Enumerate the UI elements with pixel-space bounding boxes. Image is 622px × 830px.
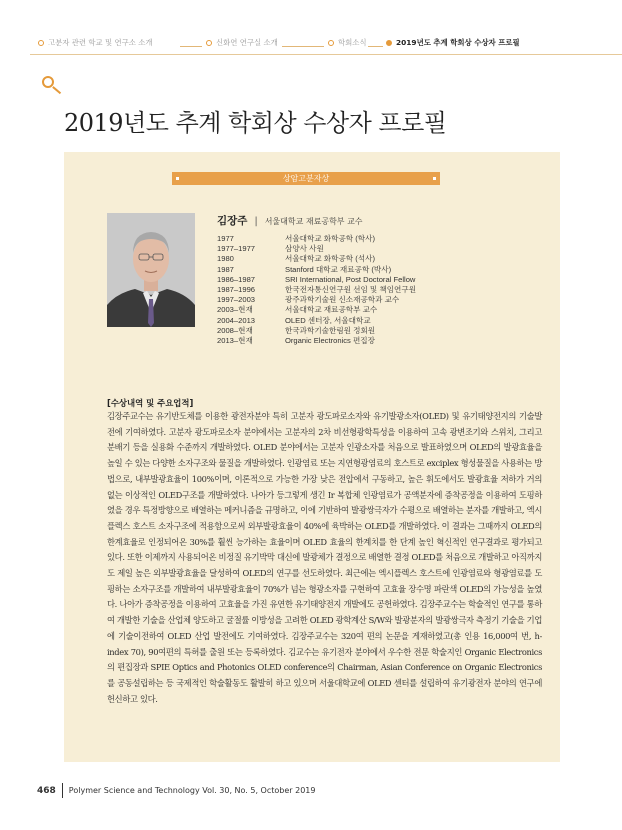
- career-desc: 서울대학교 화학공학 (학사): [285, 234, 375, 243]
- career-desc: Stanford 대학교 재료공학 (박사): [285, 264, 392, 274]
- nav-dot-icon: [386, 40, 392, 46]
- name-separator: |: [254, 216, 258, 227]
- profile-name: 김장주: [217, 215, 248, 227]
- career-row: [217, 326, 416, 336]
- bullet-square-icon: [433, 177, 436, 180]
- nav-separator: [282, 46, 324, 47]
- career-desc: SRI International, Post Doctoral Fellow: [285, 274, 416, 284]
- career-desc: 광주과학기술원 신소재공학과 교수: [285, 295, 400, 305]
- career-year: 2004–2013: [217, 315, 256, 325]
- achievements-body: 김장주교수는 유기반도체를 이용한 광전자분야 특히 고분자 광도파로소자와 유기발광소자(OLED) 및 유기태양전지의 기술발전에 기여하였다. 고분자 광도파로소자 분야에서는 고분자의 2차 비선형광학특성을 이용하여 고속 광변조기와 스위치, 그리고 분배기 등을 실용화 수준까지 개발하였다. OLED 분야에서는 고분자 인광소자를 처음으로 발표하였으며 OLED의 발광효율을 높일 수 있는 다양한 소자구조와 물질을 개발하였다. 인광염료 또는 지연형광염료의 호스트로 exciplex 형성물질을 사용하는 방법으로, 내부발광효율이 100%이며, 이론적으로 가능한 가장 낮은 전압에서 구동하고, 높은 휘도에서도 발광효율 저하가 거의 없는 이상적인 OLED구조를 개발하였다. 나아가 등그렇게 생긴 Ir 복합체 인광염료가 공액분자에 증착공정을 이용하여 도핑하였을 경우 특정방향으로 배열하는 메커니즘을 규명하고, 이에 기반하여 발광쌍극자가 수평으로 배열하는 분자를 개발하고, 엑시플렉스 호스트 소자구조에 적용함으로써 외부발광효율이 40%에 육박하는 OLED를 개발하였다. 이 결과는 그때까지 OLED의 한계효율로 인정되어온 30%를 훨씬 능가하는 효율이며 OLED 효율의 한계치를 한 단계 높인 혁신적인 연구결과로 평가되고 있다. 또한 이제까지 사용되어온 비정질 유기박막 대신에 발광체가 결정으로 배열한 결정 OLED를 처음으로 개발하고 아직까지도 제일 높은 외부발광효율을 달성하여 OLED의 연구를 선도하였다. 최근에는 엑시플렉스 호스트에 인광염료와 형광염료를 도핑하는 소자구조를 개발하여 내부발광효율이 70%가 넘는 형광소자를 구현하여 고효율 장수명 파란색 OLED의 가능성을 높였다. 나아가 증착공정을 이용하여 고효율을 가진 유연한 유기태양전지 개발에도 공헌하였다. 김장주교수는 학술적인 연구를 통하여 개발한 기술을 산업체 양도하고 굴절률 이방성을 고려한 OLED 광학계산 S/W와 발광분자의 발광쌍극자 측정기 기술을 기업에 기술이전하여 OLED 산업 발전에도 기여하였다. 김장주교수는 320여 편의 논문을 게재하였고(총 인용 16,000여 번, h-index 70), 90여편의 특허를 출원 또는 등록하였다. 김교수는 유기전자 분야에서 우수한 전문 학술지인 Organic Electronics의 편집장과 SPIE Optics and Photonics OLED conference의 Chairman, Asian Conference on Organic Electronics를 공동설립하는 등 국제적인 학술활동도 활발히 하고 있으며 서울대학교에 OLED 센터를 설립하여 유기광전자 분야의 연구에 헌신하고 있다.: [107, 411, 542, 704]
- portrait-image: [107, 213, 195, 327]
- nav-dot-icon: [328, 40, 334, 46]
- nav-baseline: [30, 54, 622, 55]
- nav-item-label: 고분자 관련 학교 및 연구소 소개: [48, 38, 153, 47]
- career-row: [217, 265, 416, 275]
- nav-item-news[interactable]: [328, 37, 367, 48]
- decorative-line: [53, 86, 62, 94]
- career-desc: 서울대학교 화학공학 (석사): [285, 254, 375, 264]
- award-label: 상암고분자상: [282, 174, 330, 183]
- page-number: 468: [37, 785, 56, 796]
- career-row: [217, 254, 416, 264]
- top-navigation: [30, 32, 592, 54]
- career-desc: 한국과학기술한림원 정회원: [285, 325, 376, 335]
- award-label-bar: [172, 172, 440, 185]
- profile-name-line: [217, 213, 363, 228]
- career-row: [217, 295, 416, 305]
- bullet-square-icon: [176, 177, 179, 180]
- career-desc: 삼양사 사원: [285, 244, 324, 254]
- nav-item-award-profiles[interactable]: [386, 37, 520, 48]
- career-year: 1987: [217, 264, 234, 274]
- nav-item-labs[interactable]: [206, 37, 278, 48]
- career-year: 2003–현재: [217, 305, 253, 315]
- career-year: 1980: [217, 254, 234, 264]
- career-desc: Organic Electronics 편집장: [285, 335, 375, 345]
- page-footer: [37, 783, 315, 798]
- profile-affiliation: 서울대학교 재료공학부 교수: [264, 217, 363, 226]
- career-list: [217, 234, 416, 346]
- nav-dot-icon: [38, 40, 44, 46]
- nav-item-label: 학회소식: [338, 38, 367, 47]
- nav-separator: [368, 46, 383, 47]
- career-year: 1977: [217, 234, 234, 243]
- career-desc: 서울대학교 재료공학부 교수: [285, 305, 378, 315]
- career-row: [217, 244, 416, 254]
- career-row: [217, 275, 416, 285]
- profile-photo: [107, 213, 195, 327]
- career-desc: 한국전자통신연구원 선임 및 책임연구원: [285, 284, 417, 294]
- page-title: 2019년도 추계 학회상 수상자 프로필: [64, 109, 447, 137]
- nav-item-schools[interactable]: [38, 37, 153, 48]
- career-row: [217, 285, 416, 295]
- career-year: 1987–1996: [217, 284, 256, 294]
- achievements-heading: [수상내역 및 주요업적]: [107, 398, 194, 408]
- career-row: [217, 234, 416, 244]
- footer-divider: [62, 783, 63, 798]
- career-year: 1997–2003: [217, 295, 256, 305]
- career-desc: OLED 센터장, 서울대학교: [285, 315, 371, 325]
- career-year: 2008–현재: [217, 325, 253, 335]
- nav-item-label: 2019년도 추계 학회상 수상자 프로필: [396, 38, 520, 47]
- career-year: 1977–1977: [217, 244, 256, 254]
- career-row: [217, 336, 416, 346]
- nav-dot-icon: [206, 40, 212, 46]
- career-year: 1986–1987: [217, 274, 256, 284]
- career-row: [217, 316, 416, 326]
- nav-item-label: 신화연 연구실 소개: [216, 38, 278, 47]
- nav-separator: [180, 46, 202, 47]
- journal-citation: Polymer Science and Technology Vol. 30, No. 5, October 2019: [68, 786, 316, 795]
- career-row: [217, 305, 416, 315]
- career-year: 2013–현재: [217, 335, 253, 345]
